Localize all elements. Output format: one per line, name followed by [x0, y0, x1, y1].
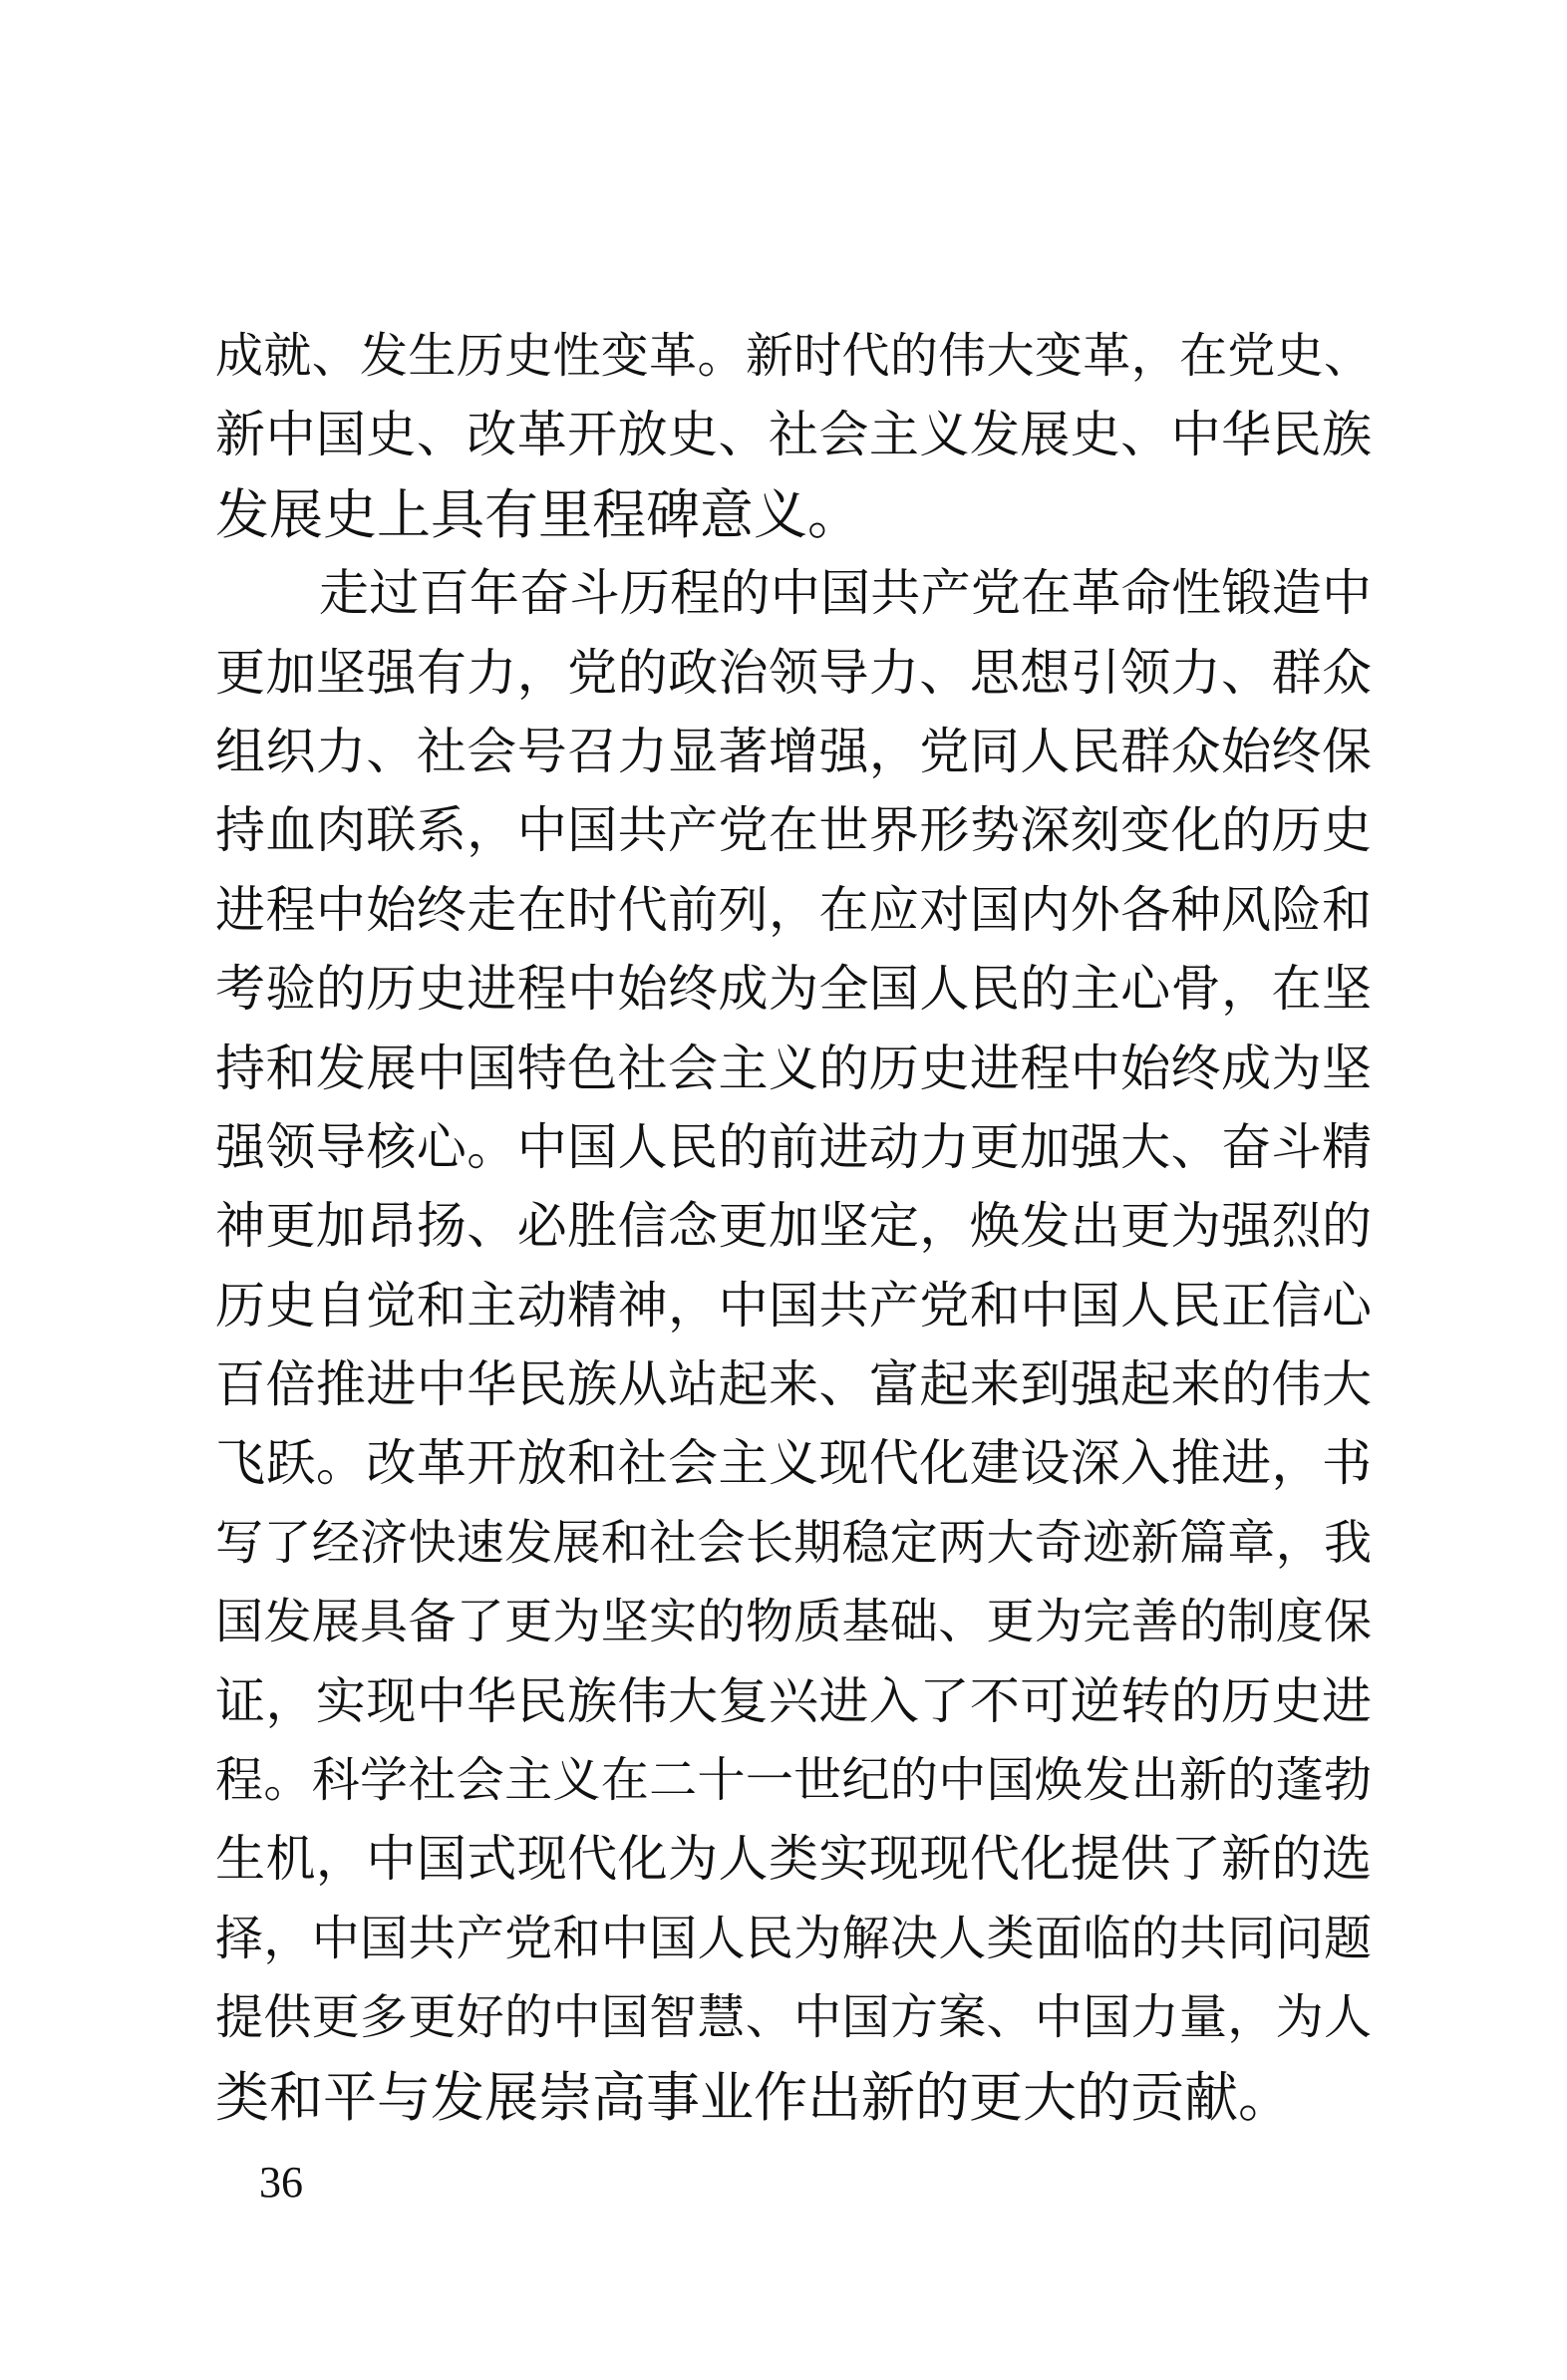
text-line: 类和平与发展崇高事业作出新的更大的贡献。 [215, 2065, 1292, 2129]
text-line: 考验的历史进程中始终成为全国人民的主心骨，在坚 [215, 960, 1372, 1019]
text-line: 择，中国共产党和中国人民为解决人类面临的共同问题 [215, 1910, 1372, 1966]
text-line: 持血肉联系，中国共产党在世界形势深刻变化的历史 [215, 801, 1372, 860]
text-line: 写了经济快速发展和社会长期稳定两大奇迹新篇章，我 [215, 1514, 1372, 1571]
text-line: 组织力、社会号召力显著增强，党同人民群众始终保 [215, 722, 1372, 780]
text-line: 程。科学社会主义在二十一世纪的中国焕发出新的蓬勃 [215, 1752, 1372, 1809]
text-line: 更加坚强有力，党的政治领导力、思想引领力、群众 [215, 643, 1372, 702]
text-line: 国发展具备了更为坚实的物质基础、更为完善的制度保 [215, 1594, 1372, 1650]
body-text [215, 317, 1372, 2137]
text-line: 进程中始终走在时代前列，在应对国内外各种风险和 [215, 880, 1372, 939]
paragraph-first-line: 走过百年奋斗历程的中国共产党在革命性锻造中 [319, 564, 1372, 623]
text-line: 飞跃。改革开放和社会主义现代化建设深入推进，书 [215, 1434, 1372, 1493]
text-line: 证，实现中华民族伟大复兴进入了不可逆转的历史进 [215, 1671, 1372, 1730]
text-line: 百倍推进中华民族从站起来、富起来到强起来的伟大 [215, 1355, 1372, 1414]
text-line: 生机，中国式现代化为人类实现现代化提供了新的选 [215, 1830, 1372, 1889]
text-line: 持和发展中国特色社会主义的历史进程中始终成为坚 [215, 1039, 1372, 1097]
text-line: 神更加昂扬、必胜信念更加坚定，焕发出更为强烈的 [215, 1197, 1372, 1256]
text-line: 新中国史、改革开放史、社会主义发展史、中华民族 [215, 406, 1372, 464]
text-line: 成就、发生历史性变革。新时代的伟大变革，在党史、 [215, 328, 1372, 384]
text-line: 发展史上具有里程碑意义。 [215, 482, 861, 546]
page-number: 36 [259, 2158, 303, 2207]
text-line: 历史自觉和主动精神，中国共产党和中国人民正信心 [215, 1276, 1372, 1335]
text-line: 强领导核心。中国人民的前进动力更加强大、奋斗精 [215, 1117, 1372, 1176]
text-line: 提供更多更好的中国智慧、中国方案、中国力量，为人 [215, 1989, 1372, 2046]
